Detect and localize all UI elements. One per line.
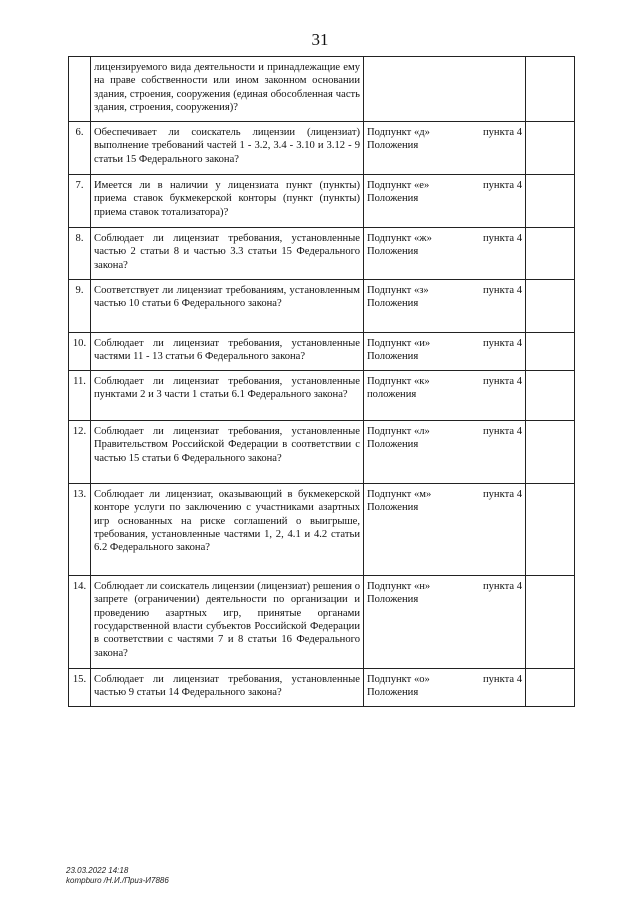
note-cell	[526, 483, 575, 575]
ref-document: Положения	[367, 502, 419, 514]
row-number: 14.	[69, 575, 91, 668]
ref-subpoint: Подпункт «ж»	[367, 233, 432, 244]
legal-reference	[364, 370, 526, 420]
ref-subpoint: Подпункт «о»	[367, 673, 430, 685]
print-stamp: kompburo /Н.И./Приз-И7886	[66, 876, 169, 885]
note-cell	[526, 370, 575, 420]
question-text: Соблюдает ли лицензиат требования, установленные частью 2 статьи 8 и частью 3.3 статьи 15 Федерального закона?	[91, 228, 364, 280]
ref-subpoint: Подпункт «е»	[367, 180, 430, 191]
question-text: Имеется ли в наличии у лицензиата пункт (пункты) приема ставок букмекерской конторы (пункт (пункты) приема ставок тотализатора)?	[91, 175, 364, 228]
ref-point: пункта 4	[482, 425, 522, 437]
table-row	[69, 122, 575, 175]
table-row	[69, 175, 575, 228]
print-timestamp: 23.03.2022 14:18	[66, 866, 129, 875]
print-footer	[66, 866, 169, 886]
note-cell	[526, 420, 575, 483]
ref-point: пункта 4	[482, 180, 522, 191]
ref-subpoint: Подпункт «л»	[367, 425, 430, 437]
note-cell	[526, 228, 575, 280]
ref-subpoint: Подпункт «з»	[367, 285, 429, 296]
ref-subpoint: Подпункт «и»	[367, 338, 431, 349]
row-number: 15.	[69, 668, 91, 706]
table-row	[69, 668, 575, 706]
ref-document: Положения	[367, 687, 419, 699]
ref-document: Положения	[367, 193, 419, 205]
ref-point: пункта 4	[482, 233, 522, 244]
legal-reference	[364, 420, 526, 483]
question-text: Соблюдает ли соискатель лицензии (лицензиат) решения о запрете (ограничении) деятельности по организации и проведению азартных игр, принятые органами государственной власти субъектов Российской Федерации в соответствии с частями 7 и 8 статьи 16 Федерального закона?	[91, 575, 364, 668]
ref-point: пункта 4	[482, 488, 522, 500]
ref-document: Положения	[367, 140, 419, 152]
table-row	[69, 370, 575, 420]
ref-point: пункта 4	[482, 375, 522, 387]
ref-point: пункта 4	[482, 338, 522, 349]
question-text: Соблюдает ли лицензиат, оказывающий в букмекерской конторе услуги по заключению с участниками азартных игр основанных на риске соглашений о выигрыше, требования, установленные частями 1, 2, 4.1 и 4.2 статьи 6.2 Федерального закона?	[91, 483, 364, 575]
ref-point: пункта 4	[482, 673, 522, 685]
ref-point: пункта 4	[482, 127, 522, 138]
ref-document: Положения	[367, 594, 419, 606]
note-cell	[526, 333, 575, 371]
legal-reference	[364, 57, 526, 122]
legal-reference	[364, 280, 526, 333]
ref-document: Положения	[367, 351, 419, 363]
ref-subpoint: Подпункт «к»	[367, 375, 430, 387]
ref-subpoint: Подпункт «д»	[367, 127, 430, 138]
question-text: Соблюдает ли лицензиат требования, установленные Правительством Российской Федерации в соответствии с частью 15 статьи 6 Федерального закона?	[91, 420, 364, 483]
legal-reference	[364, 668, 526, 706]
row-number: 9.	[69, 280, 91, 333]
ref-point: пункта 4	[482, 285, 522, 296]
note-cell	[526, 122, 575, 175]
ref-document: Положения	[367, 298, 419, 310]
row-number: 11.	[69, 370, 91, 420]
table-row	[69, 483, 575, 575]
question-text: Соответствует ли лицензиат требованиям, установленным частью 10 статьи 6 Федерального закона?	[91, 280, 364, 333]
ref-point: пункта 4	[482, 580, 522, 592]
ref-subpoint: Подпункт «н»	[367, 580, 431, 592]
ref-document: Положения	[367, 246, 419, 258]
question-text: Соблюдает ли лицензиат требования, установленные пунктами 2 и 3 части 1 статьи 6.1 Федерального закона?	[91, 370, 364, 420]
row-number	[69, 57, 91, 122]
checklist-table	[68, 56, 575, 707]
legal-reference	[364, 483, 526, 575]
row-number: 7.	[69, 175, 91, 228]
row-number: 10.	[69, 333, 91, 371]
ref-document: положения	[367, 389, 417, 401]
question-text: Соблюдает ли лицензиат требования, установленные частями 11 - 13 статьи 6 Федерального закона?	[91, 333, 364, 371]
table-row	[69, 333, 575, 371]
legal-reference	[364, 228, 526, 280]
legal-reference	[364, 333, 526, 371]
legal-reference	[364, 175, 526, 228]
question-text: Соблюдает ли лицензиат требования, установленные частью 9 статьи 14 Федерального закона?	[91, 668, 364, 706]
ref-document: Положения	[367, 439, 419, 451]
note-cell	[526, 575, 575, 668]
row-number: 6.	[69, 122, 91, 175]
row-number: 8.	[69, 228, 91, 280]
legal-reference	[364, 122, 526, 175]
note-cell	[526, 175, 575, 228]
table-row	[69, 57, 575, 122]
question-text: лицензируемого вида деятельности и принадлежащие ему на праве собственности или ином законном основании здания, строения, сооружения (единая обособленная часть здания, строения, сооружения)?	[91, 57, 364, 122]
table-row	[69, 228, 575, 280]
table-row	[69, 575, 575, 668]
page-number: 31	[311, 30, 329, 49]
row-number: 13.	[69, 483, 91, 575]
row-number: 12.	[69, 420, 91, 483]
table-row	[69, 280, 575, 333]
note-cell	[526, 57, 575, 122]
table-row	[69, 420, 575, 483]
question-text: Обеспечивает ли соискатель лицензии (лицензиат) выполнение требований частей 1 - 3.2, 3.4 - 3.10 и 3.12 - 9 статьи 15 Федерального закона?	[91, 122, 364, 175]
note-cell	[526, 668, 575, 706]
ref-subpoint: Подпункт «м»	[367, 488, 432, 500]
note-cell	[526, 280, 575, 333]
legal-reference	[364, 575, 526, 668]
